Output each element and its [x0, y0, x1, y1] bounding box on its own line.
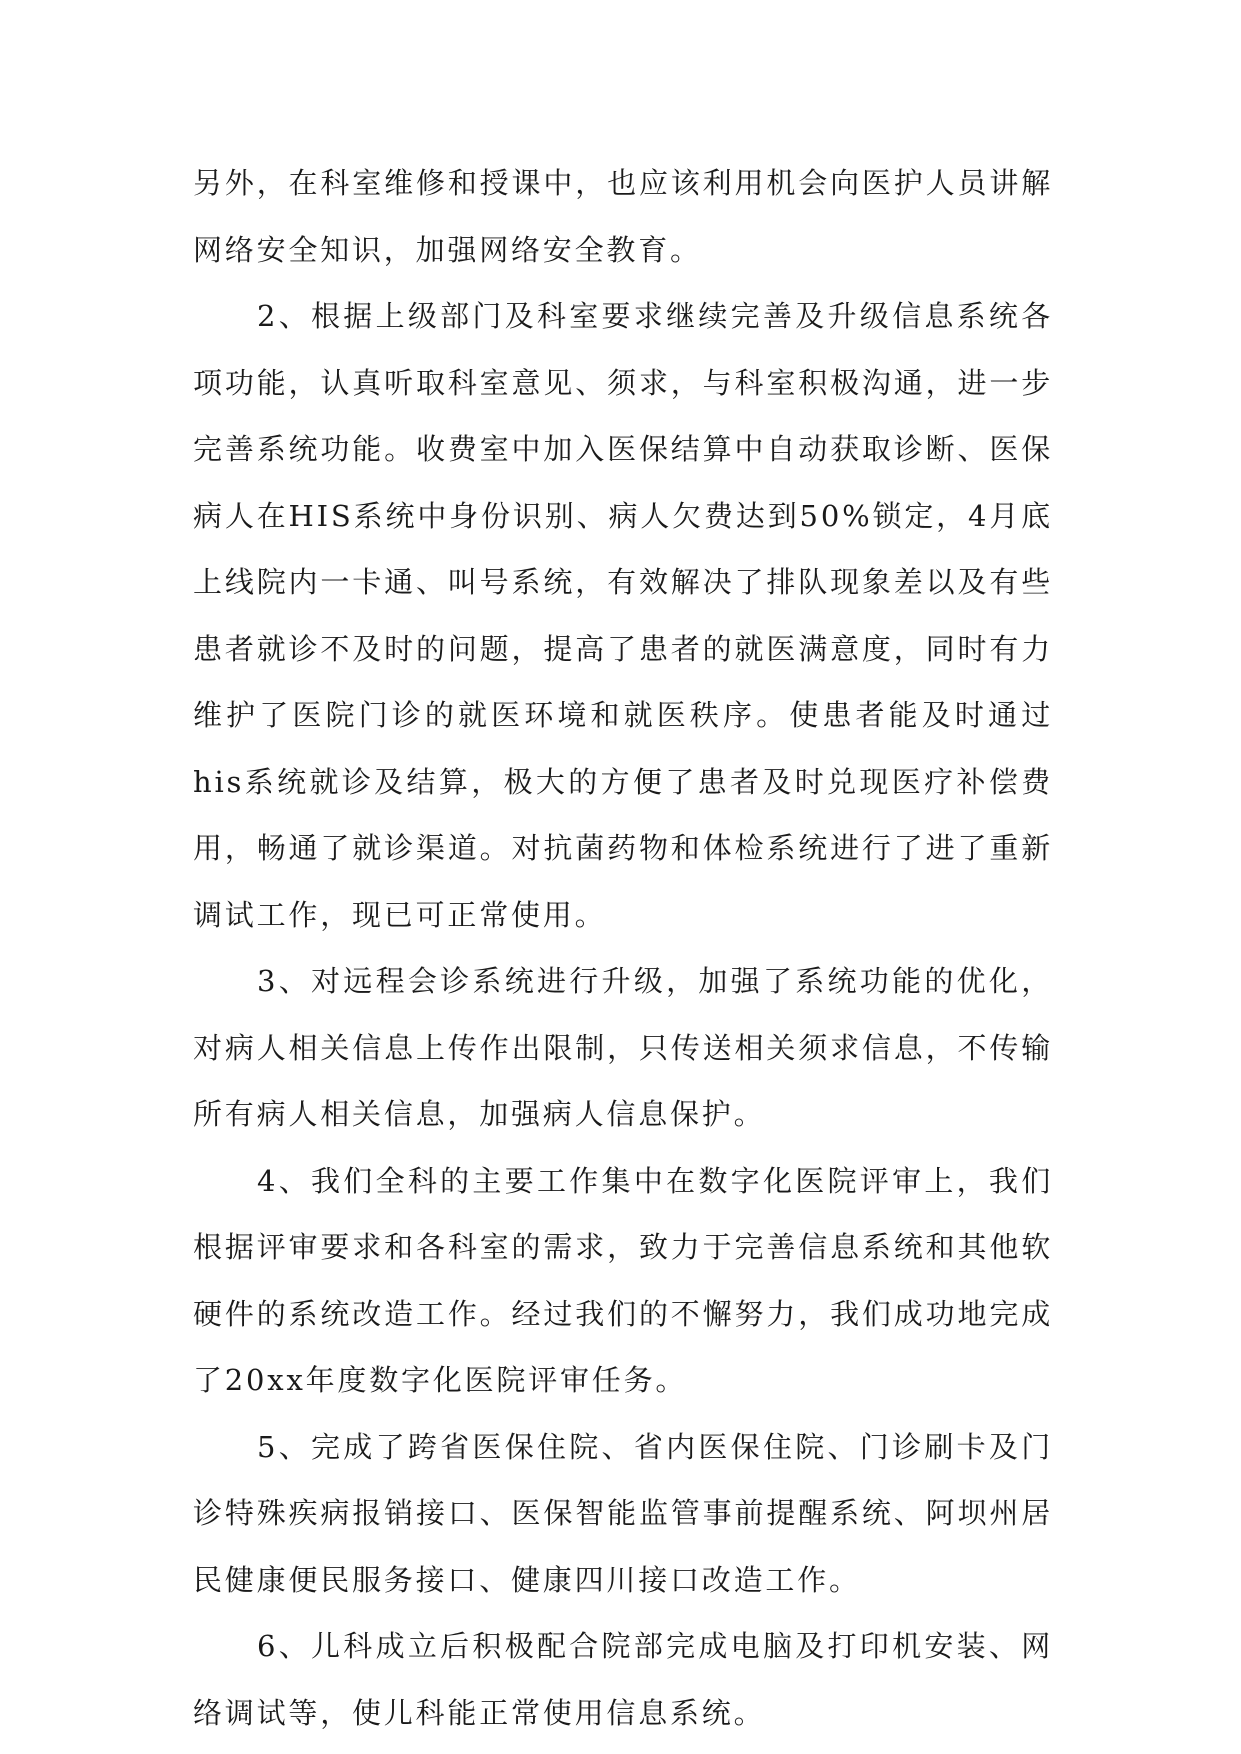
document-body — [193, 150, 1053, 1746]
paragraph-item-6-pediatrics-setup: 6、儿科成立后积极配合院部完成电脑及打印机安装、网络调试等，使儿科能正常使用信息系统。 — [193, 1629, 1053, 1730]
paragraph-network-security-education: 另外，在科室维修和授课中，也应该利用机会向医护人员讲解网络安全知识，加强网络安全教育。 — [193, 166, 1053, 267]
paragraph-item-4-digital-hospital-review: 4、我们全科的主要工作集中在数字化医院评审上，我们根据评审要求和各科室的需求，致力于完善信息系统和其他软硬件的系统改造工作。经过我们的不懈努力，我们成功地完成了20xx年度数字化医院评审任务。 — [193, 1163, 1053, 1397]
paragraph-item-2-system-upgrade: 2、根据上级部门及科室要求继续完善及升级信息系统各项功能，认真听取科室意见、须求，与科室积极沟通，进一步完善系统功能。收费室中加入医保结算中自动获取诊断、医保病人在HIS系统中身份识别、病人欠费达到50%锁定，4月底上线院内一卡通、叫号系统，有效解决了排队现象差以及有些患者就诊不及时的问题，提高了患者的就医满意度，同时有力维护了医院门诊的就医环境和就医秩序。使患者能及时通过his系统就诊及结算，极大的方便了患者及时兑现医疗补偿费用，畅通了就诊渠道。对抗菌药物和体检系统进行了进了重新调试工作，现已可正常使用。 — [193, 299, 1053, 932]
paragraph-item-3-remote-consultation: 3、对远程会诊系统进行升级，加强了系统功能的优化，对病人相关信息上传作出限制，只传送相关须求信息，不传输所有病人相关信息，加强病人信息保护。 — [193, 964, 1053, 1131]
paragraph-item-5-insurance-interfaces: 5、完成了跨省医保住院、省内医保住院、门诊刷卡及门诊特殊疾病报销接口、医保智能监管事前提醒系统、阿坝州居民健康便民服务接口、健康四川接口改造工作。 — [193, 1429, 1053, 1597]
